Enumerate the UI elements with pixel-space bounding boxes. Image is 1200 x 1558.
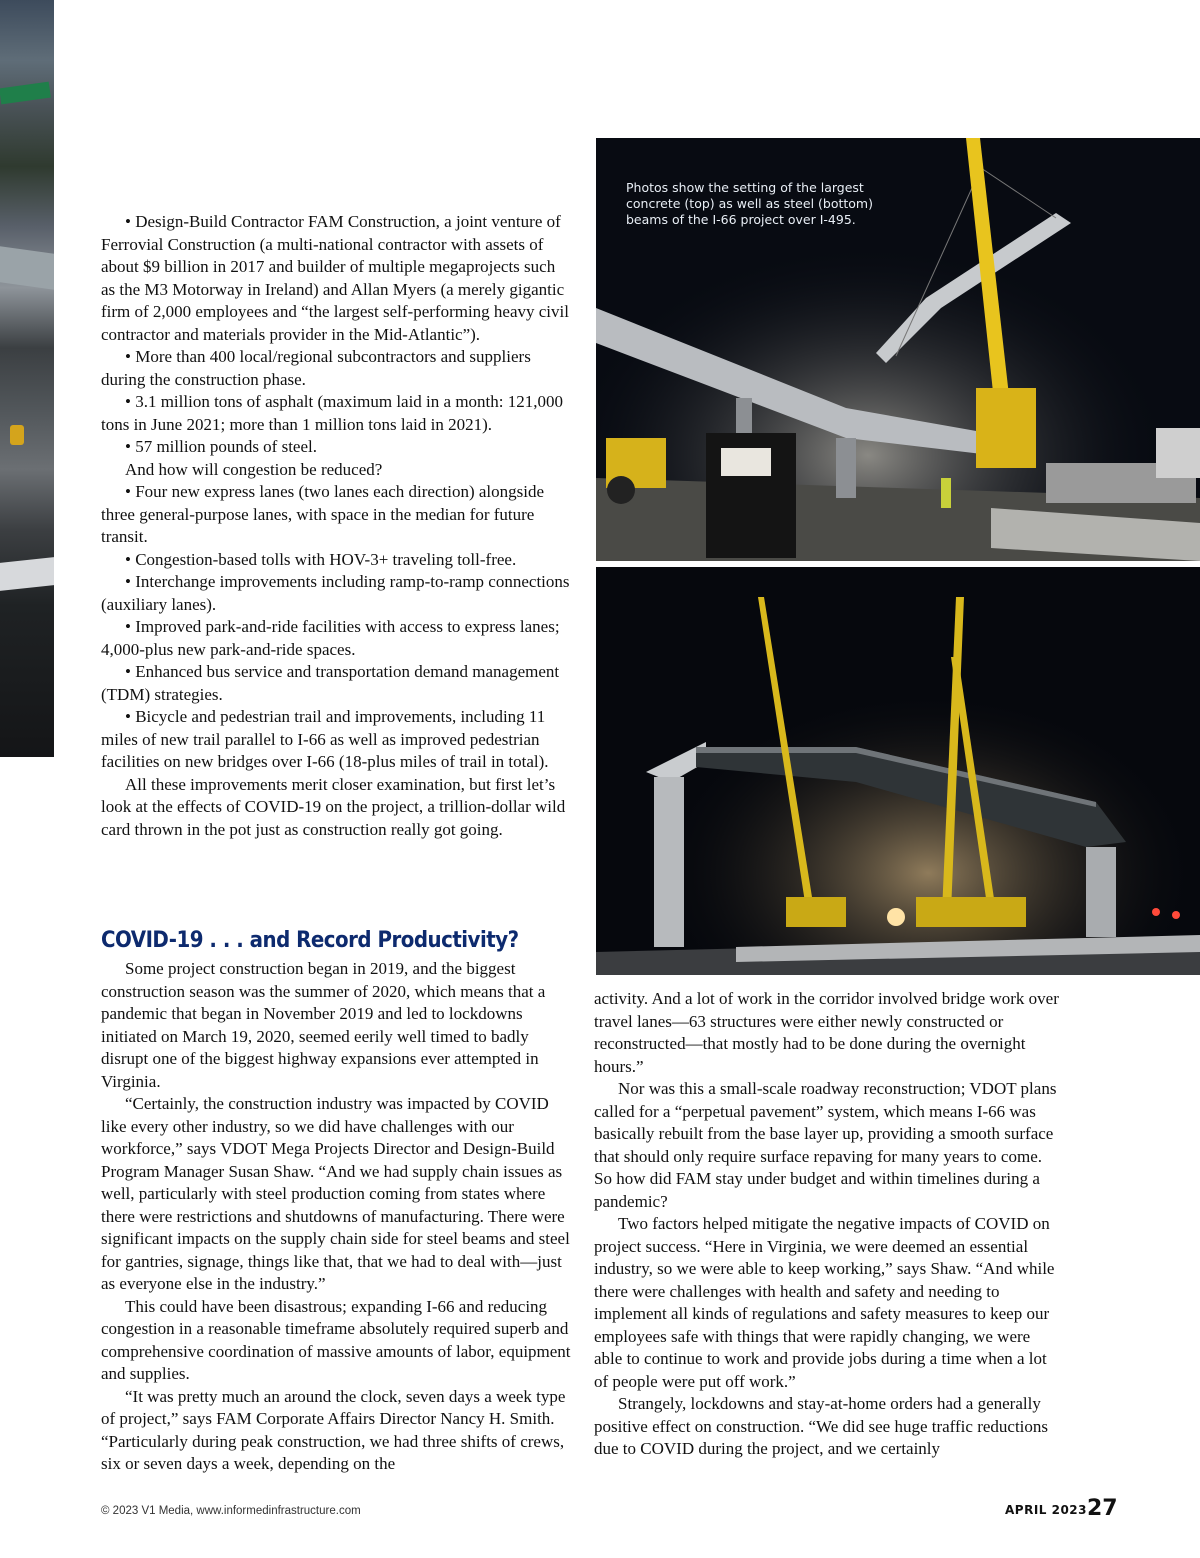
paragraph: Strangely, lockdowns and stay-at-home orders had a generally positive effect on construction. “We did see huge traffic reductions due to COVID during the project, and we certainly bbox=[594, 1394, 1049, 1458]
paragraph: Two factors helped mitigate the negative impacts of COVID on project success. “Here in Virginia, we were deemed an essential industry, so we were able to keep working,” says Shaw. “And while there were challenges with health and safety and needing to implement all kinds of regulations and safety measures to keep our employees safe with things that were rapidly changing, we were able to continue to work and provide jobs during a time when a lot of people were put off work.” bbox=[594, 1214, 1055, 1391]
paragraph: activity. And a lot of work in the corridor involved bridge work over travel lanes—63 structures were either newly constructed or reconstructed—that mostly had to be done during the overnight hours.” bbox=[594, 989, 1059, 1076]
paragraph: • Design-Build Contractor FAM Construction, a joint venture of Ferrovial Construction (a multi-national contractor with assets of about $9 billion in 2017 and builder of multiple megaprojects such as the M3 Motorway in Ireland) and Allan Myers (a merely gigantic firm of 2,000 employees and “the largest self-performing heavy civil contractor and materials provider in the Mid-Atlantic”). bbox=[101, 212, 569, 344]
night-steel-beam-photo-icon bbox=[596, 567, 1200, 975]
paragraph: • Bicycle and pedestrian trail and improvements, including 11 miles of new trail parallel to I-66 as well as improved pedestrian facilities on new bridges over I-66 (18-plus miles of trail in total). bbox=[101, 707, 549, 771]
photo-caption: Photos show the setting of the largest concrete (top) as well as steel (bottom) beams of the I-66 project over I-495. bbox=[626, 180, 873, 227]
left-bleed-photo bbox=[0, 0, 54, 757]
roadway-shape bbox=[0, 246, 54, 290]
crane-arm-shape bbox=[0, 82, 51, 105]
footer-copyright: © 2023 V1 Media, www.informedinfrastructure.com bbox=[101, 1505, 361, 1517]
paragraph: • Four new express lanes (two lanes each direction) alongside three general-purpose lanes, with space in the median for future transit. bbox=[101, 482, 545, 546]
paragraph: • Enhanced bus service and transportation demand management (TDM) strategies. bbox=[101, 662, 560, 704]
paragraph: • Improved park-and-ride facilities with access to express lanes; 4,000-plus new park-and-ride spaces. bbox=[101, 617, 560, 659]
paragraph: “It was pretty much an around the clock, seven days a week type of project,” says FAM Corporate Affairs Director Nancy H. Smith. “Particularly during peak construction, we had three shifts of crews, six or seven days a week, depending on the bbox=[101, 1386, 566, 1473]
left-column bbox=[101, 211, 571, 841]
page-number: 27 bbox=[1087, 1496, 1118, 1521]
paragraph: • 3.1 million tons of asphalt (maximum laid in a month: 121,000 tons in June 2021; more than 1 million tons laid in 2021). bbox=[101, 392, 563, 434]
right-column bbox=[594, 988, 1060, 1461]
footer-issue-date: APRIL 2023 bbox=[1005, 1503, 1088, 1517]
roadway-shape-lower bbox=[0, 557, 54, 591]
paragraph: Nor was this a small-scale roadway reconstruction; VDOT plans called for a “perpetual pavement” system, which means I-66 was basically rebuilt from the base layer up, providing a smooth surface that should only require surface repaving for many years to come. So how did FAM stay under budget and within timelines during a pandemic? bbox=[594, 1079, 1057, 1211]
photo-steel-beam bbox=[596, 567, 1200, 975]
left-column-lower bbox=[101, 958, 571, 1476]
paragraph: • Congestion-based tolls with HOV-3+ traveling toll-free. bbox=[125, 549, 517, 569]
paragraph: “Certainly, the construction industry was impacted by COVID like every other industry, so we did have challenges with our workforce,” says VDOT Mega Projects Director and Design-Build Program Manager Susan Shaw. “And we had supply chain issues as well, particularly with steel production coming from states where there were restrictions and shutdowns of manufacturing. There were significant impacts on the supply chain side for steel beams and steel for gantries, signage, things like that, that we had to deal with—just as everyone else in the industry.” bbox=[101, 1094, 570, 1293]
section-heading: COVID-19 . . . and Record Productivity? bbox=[101, 928, 519, 953]
paragraph: • Interchange improvements including ramp-to-ramp connections (auxiliary lanes). bbox=[101, 572, 570, 614]
paragraph: This could have been disastrous; expanding I-66 and reducing congestion in a reasonable timeframe absolutely required superb and comprehensive coordination of massive amounts of labor, equipment and supplies. bbox=[101, 1296, 571, 1383]
worker-shape bbox=[10, 425, 24, 445]
paragraph: • More than 400 local/regional subcontractors and suppliers during the construction phase. bbox=[101, 347, 531, 389]
paragraph: And how will congestion be reduced? bbox=[125, 459, 383, 479]
paragraph: Some project construction began in 2019, and the biggest construction season was the summer of 2020, which means that a pandemic that began in November 2019 and led to lockdowns initiated on March 19, 2020, seemed eerily well timed to badly disrupt one of the biggest highway expansions ever attempted in Virginia. bbox=[101, 959, 546, 1091]
paragraph: • 57 million pounds of steel. bbox=[125, 437, 317, 456]
paragraph: All these improvements merit closer examination, but first let’s look at the effects of COVID-19 on the project, a trillion-dollar wild card thrown in the pot just as construction really got going. bbox=[101, 774, 566, 839]
